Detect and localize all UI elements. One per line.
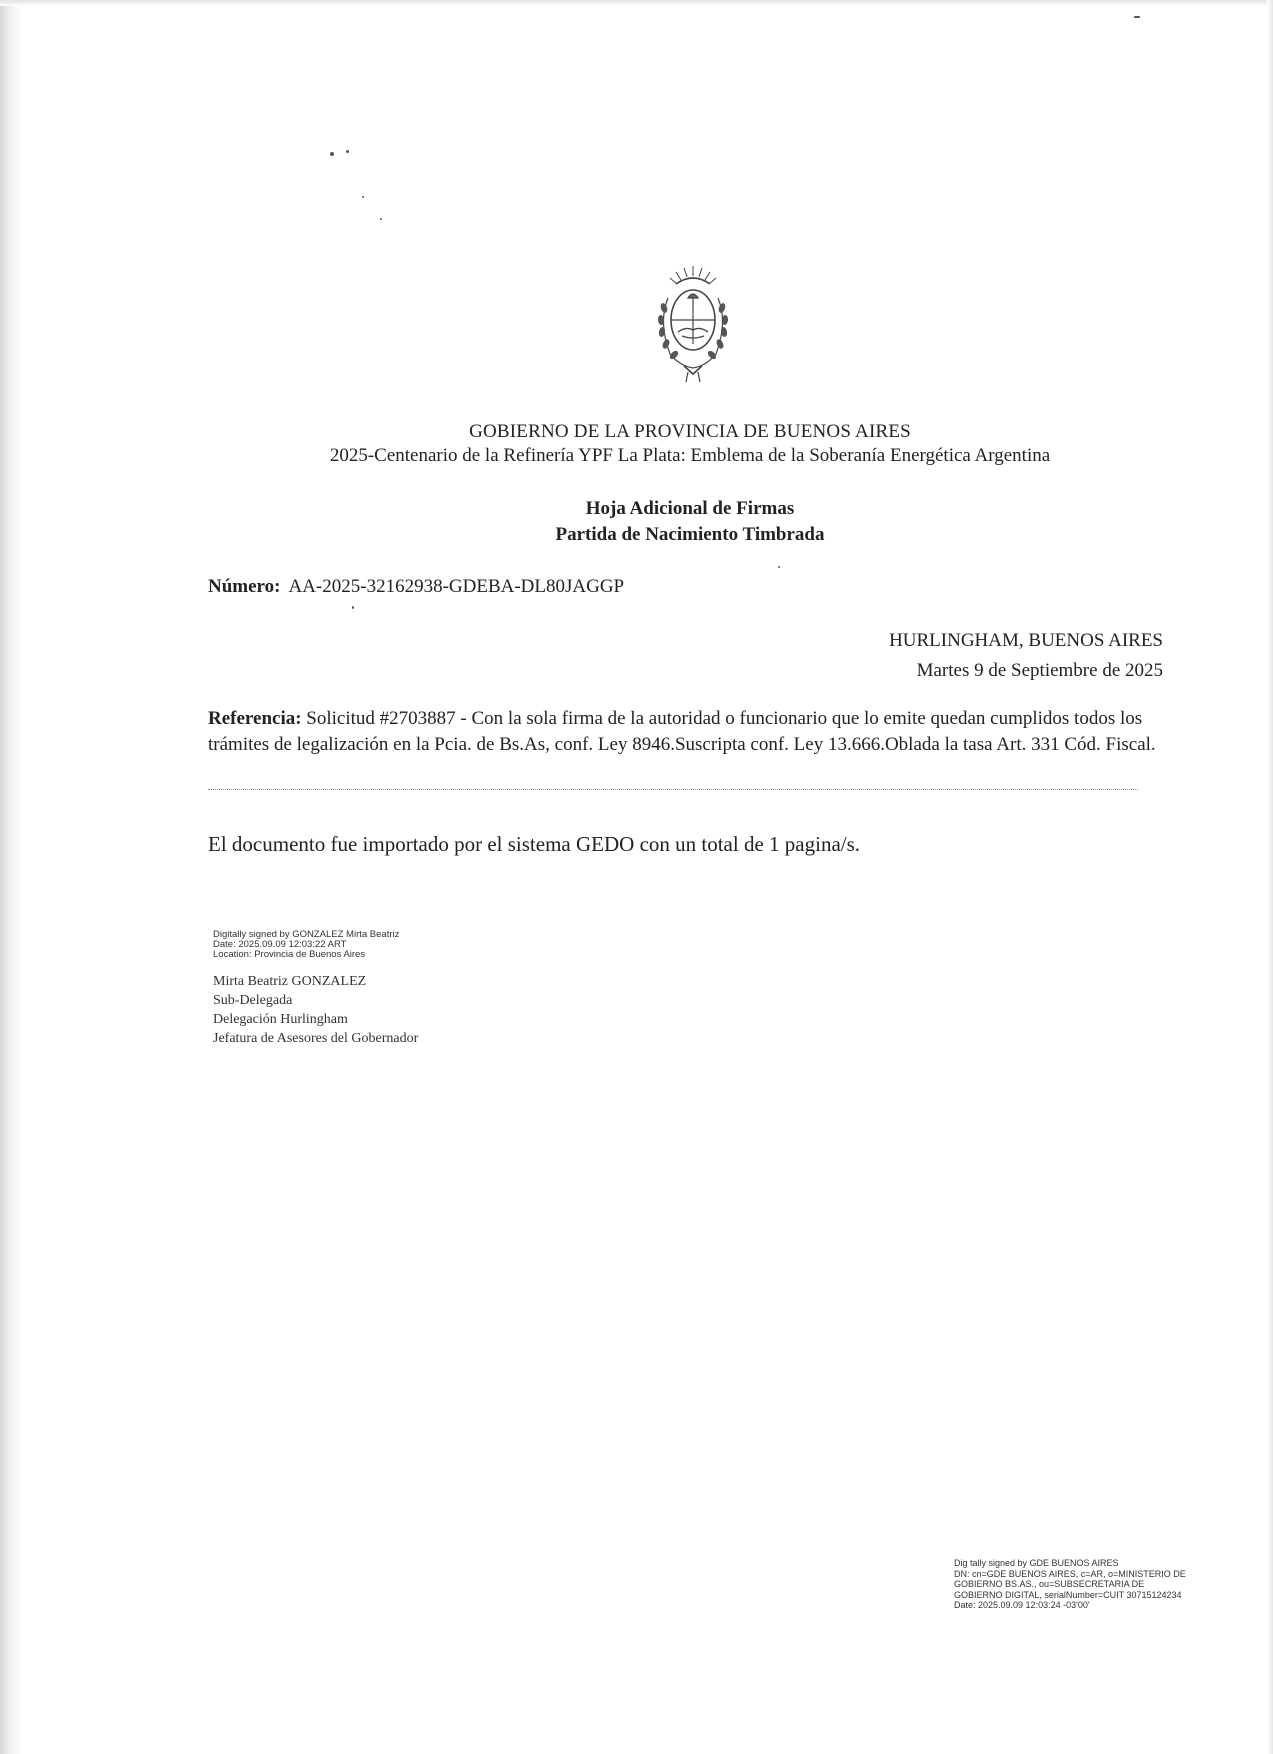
title-line-2: Partida de Nacimiento Timbrada bbox=[555, 524, 825, 545]
signer-department: Jefatura de Asesores del Gobernador bbox=[213, 1031, 419, 1046]
coat-of-arms-seal bbox=[646, 262, 740, 386]
digital-signature-line: Location: Provincia de Buenos Aires bbox=[213, 949, 366, 960]
scan-speck bbox=[362, 196, 364, 198]
document-title bbox=[200, 496, 1180, 548]
signer-role: Sub-Delegada bbox=[213, 993, 293, 1008]
scan-shadow-right bbox=[1267, 0, 1273, 1754]
system-signature-line: GOBIERNO BS.AS., ou=SUBSECRETARIA DE bbox=[954, 1579, 1145, 1589]
reference-text: Solicitud #2703887 - Con la sola firma de la autoridad o funcionario que lo emite quedan cumplidos todos los trámites de legalización en la Pcia. de Bs.As, conf. Ley 8946.Suscripta conf. Ley 13.666.Oblada la tasa Art. 331 Cód. Fiscal. bbox=[208, 708, 1156, 755]
system-digital-signature bbox=[954, 1558, 1214, 1611]
digital-signature-line: Digitally signed by GONZALEZ Mirta Beatriz bbox=[213, 929, 400, 940]
scan-speck bbox=[330, 152, 334, 156]
signer-name: Mirta Beatriz GONZALEZ bbox=[213, 974, 367, 989]
digital-signature-stamp bbox=[213, 930, 399, 960]
reference-label: Referencia: bbox=[208, 708, 302, 729]
scan-shadow-top bbox=[0, 0, 1273, 6]
system-signature-line: Date: 2025.09.09 12:03:24 -03'00' bbox=[954, 1600, 1090, 1610]
scan-speck bbox=[380, 218, 382, 220]
signer-office: Delegación Hurlingham bbox=[213, 1012, 348, 1027]
date: Martes 9 de Septiembre de 2025 bbox=[916, 660, 1163, 681]
signer-block bbox=[213, 972, 418, 1048]
scan-speck bbox=[778, 566, 780, 568]
government-header bbox=[200, 420, 1180, 468]
scan-speck bbox=[1134, 16, 1140, 18]
document-number-value: AA-2025-32162938-GDEBA-DL80JAGGP bbox=[288, 576, 625, 597]
reference-paragraph bbox=[208, 706, 1164, 758]
scan-speck bbox=[346, 150, 349, 153]
government-name: GOBIERNO DE LA PROVINCIA DE BUENOS AIRES bbox=[469, 421, 911, 442]
document-number-label: Número: bbox=[208, 576, 281, 597]
document-number bbox=[208, 576, 624, 598]
year-motto: 2025-Centenario de la Refinería YPF La Plata: Emblema de la Soberanía Energética Argentina bbox=[329, 445, 1051, 466]
divider bbox=[208, 789, 1138, 790]
place-and-date bbox=[889, 626, 1163, 686]
digital-signature-line: Date: 2025.09.09 12:03:22 ART bbox=[213, 939, 347, 950]
system-signature-line: DN: cn=GDE BUENOS AIRES, c=AR, o=MINISTERIO DE bbox=[954, 1568, 1186, 1579]
scan-shadow-left bbox=[0, 0, 22, 1754]
import-note: El documento fue importado por el sistema GEDO con un total de 1 pagina/s. bbox=[208, 832, 861, 856]
location: HURLINGHAM, BUENOS AIRES bbox=[889, 630, 1163, 651]
system-signature-line: GOBIERNO DIGITAL, serialNumber=CUIT 30715124234 bbox=[954, 1589, 1182, 1600]
system-signature-line: Dig tally signed by GDE BUENOS AIRES bbox=[954, 1558, 1119, 1568]
scan-speck bbox=[352, 606, 354, 609]
title-line-1: Hoja Adicional de Firmas bbox=[585, 498, 795, 519]
